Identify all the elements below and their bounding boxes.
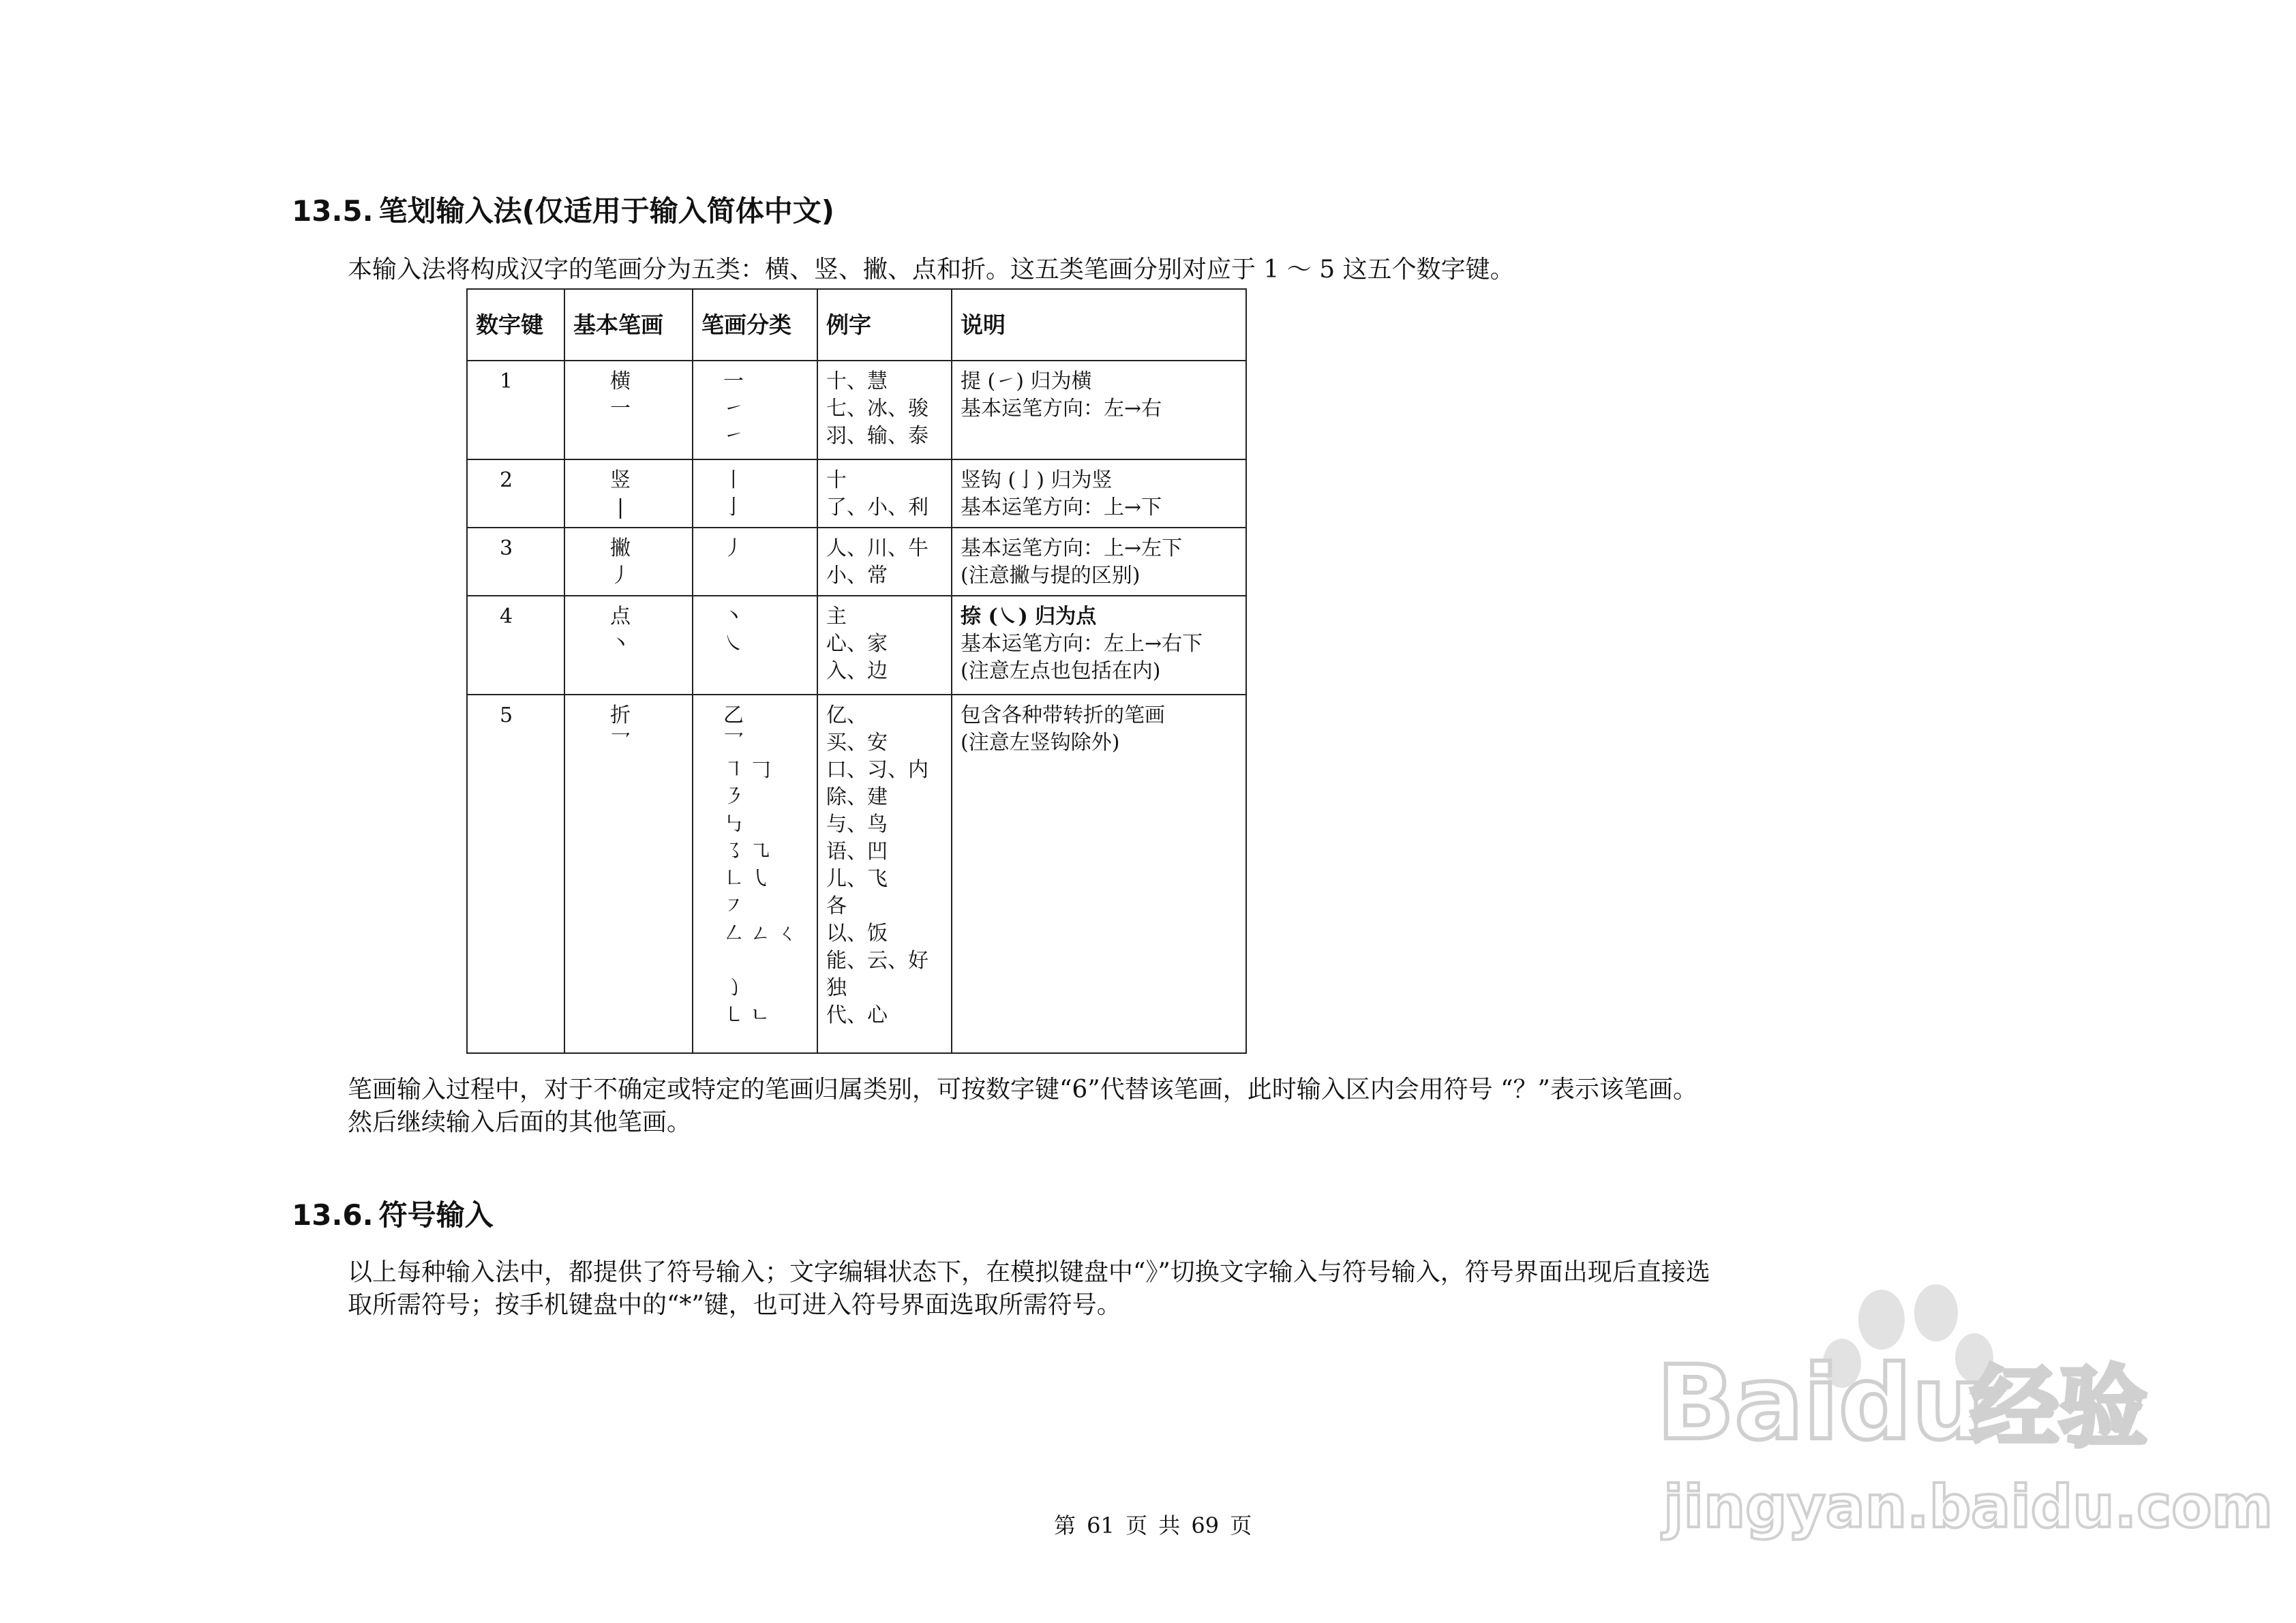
cell-examples-line: 了、小、利	[826, 496, 928, 519]
cell-examples-line: 小、常	[826, 564, 888, 588]
cell-examples-line: 能、云、好	[826, 949, 928, 973]
cell-key: 5	[467, 695, 564, 1053]
cell-examples-line: 人、川、牛	[826, 536, 928, 560]
cell-examples-line: 口、习、内	[826, 758, 928, 782]
page-footer: 第 61 页 共 69 页	[1054, 1513, 1252, 1538]
cell-stroke-category-line: 一	[723, 369, 744, 393]
cell-basic-stroke-line: 点	[610, 605, 631, 628]
cell-examples-line: 心、家	[826, 632, 888, 656]
cell-stroke-category-line: ㇜ ㄥ ㄑ	[723, 922, 798, 945]
cell-basic-stroke	[564, 695, 693, 1053]
cell-notes-line: 提 (㇀) 归为横	[961, 369, 1092, 393]
table-row	[467, 459, 1246, 528]
cell-notes	[952, 459, 1246, 528]
cell-examples-line: 十、慧	[826, 369, 888, 393]
cell-stroke-category-line: ㇕ 𠃌	[723, 758, 771, 782]
cell-examples	[817, 459, 952, 528]
baidu-jingyan-watermark	[1650, 1281, 2273, 1568]
cell-stroke-category-line: ㇇	[723, 894, 744, 918]
section-13-5-number: 13.5.	[292, 194, 374, 228]
header-notes: 说明	[952, 289, 1246, 361]
cell-basic-stroke-line: 横	[610, 369, 631, 393]
section-13-5-note-line-1: 笔画输入过程中，对于不确定或特定的笔画归属类别，可按数字键“6”代替该笔画，此时输入区内会用符号 “？”表示该笔画。	[348, 1076, 1697, 1104]
cell-stroke-category	[693, 596, 817, 695]
cell-basic-stroke	[564, 459, 693, 528]
cell-examples-line: 除、建	[826, 785, 888, 809]
cell-basic-stroke	[564, 361, 693, 459]
cell-examples	[817, 528, 952, 596]
cell-basic-stroke-line: 丶	[610, 632, 631, 656]
cell-examples-line: 代、心	[826, 1003, 888, 1027]
cell-stroke-category-line: 乛	[723, 731, 744, 755]
table-row	[467, 361, 1246, 459]
cell-examples-line: 与、鸟	[826, 813, 888, 836]
cell-basic-stroke-line: 竖	[610, 468, 631, 492]
cell-examples-line: 入、边	[826, 659, 888, 683]
cell-notes	[952, 695, 1246, 1053]
section-13-5-heading	[292, 194, 834, 228]
cell-stroke-category-line: 乙	[723, 703, 744, 727]
cell-key: 4	[467, 596, 564, 695]
cell-notes-line: (注意撇与提的区别)	[961, 564, 1141, 588]
cell-examples	[817, 596, 952, 695]
cell-basic-stroke	[564, 528, 693, 596]
cell-examples-line: 七、冰、骏	[826, 397, 928, 421]
cell-notes-line: (注意左竖钩除外)	[961, 731, 1120, 755]
cell-examples-line: 买、安	[826, 731, 888, 755]
cell-notes-line: 包含各种带转折的笔画	[961, 703, 1165, 727]
section-13-5-note-line-2: 然后继续输入后面的其他笔画。	[348, 1108, 692, 1136]
section-13-6-title: 符号输入	[378, 1198, 494, 1232]
cell-basic-stroke-line: 撇	[610, 536, 631, 560]
cell-stroke-category-line	[723, 947, 809, 975]
cell-notes-line: 捺 (㇏) 归为点	[961, 605, 1097, 628]
cell-notes	[952, 596, 1246, 695]
cell-notes	[952, 361, 1246, 459]
cell-basic-stroke-line: |	[616, 496, 624, 519]
cell-notes-line: 基本运笔方向：上→下	[961, 496, 1162, 519]
table-row	[467, 695, 1246, 1053]
cell-examples-line: 各	[826, 894, 847, 918]
cell-basic-stroke-line: 丿	[610, 564, 631, 588]
watermark-url: jingyan.baidu.com	[1663, 1473, 2273, 1541]
cell-stroke-category-line: 丨	[723, 468, 744, 492]
cell-examples-line: 儿、飞	[826, 867, 888, 891]
cell-stroke-category	[693, 528, 817, 596]
cell-examples-line: 亿、	[826, 703, 867, 727]
cell-notes-line: 基本运笔方向：左上→右下	[961, 632, 1203, 656]
cell-stroke-category-line: ㇁	[723, 976, 744, 1000]
section-13-5-title: 笔划输入法(仅适用于输入简体中文)	[378, 194, 834, 228]
cell-examples-line: 独	[826, 976, 847, 1000]
cell-stroke-category-line: ㇀	[723, 397, 744, 421]
section-13-6-line-2: 取所需符号；按手机键盘中的“*”键，也可进入符号界面选取所需符号。	[348, 1291, 1121, 1319]
table-row	[467, 528, 1246, 596]
cell-key: 2	[467, 459, 564, 528]
cell-key: 1	[467, 361, 564, 459]
cell-stroke-category-line: ㇌ ㇈	[723, 840, 771, 864]
cell-stroke-category-line: ㇋	[723, 785, 744, 809]
cell-basic-stroke-line: 一	[610, 397, 631, 421]
cell-stroke-category-line: ㇗ ㇂	[723, 867, 771, 891]
section-13-6-line-1: 以上每种输入法中，都提供了符号输入；文字编辑状态下，在模拟键盘中“》”切换文字输入与符号输入，符号界面出现后直接选	[348, 1258, 1710, 1286]
cell-examples-line: 以、饭	[826, 922, 888, 945]
watermark-brand-cn: 经验	[1970, 1356, 2148, 1459]
cell-stroke-category	[693, 361, 817, 459]
header-examples: 例字	[817, 289, 952, 361]
cell-basic-stroke	[564, 596, 693, 695]
header-basic-stroke: 基本笔画	[564, 289, 693, 361]
cell-stroke-category-line: 丶	[723, 605, 744, 628]
cell-stroke-category	[693, 695, 817, 1053]
table-row	[467, 596, 1246, 695]
section-13-5-intro: 本输入法将构成汉字的笔画分为五类：横、竖、撇、点和折。这五类笔画分别对应于 1 ～ 5 这五个数字键。	[348, 256, 1515, 284]
cell-stroke-category-line: ㇄ ㄴ	[723, 1003, 770, 1027]
cell-stroke-category-line: 丿	[723, 536, 744, 560]
cell-basic-stroke-line: 乛	[610, 731, 631, 755]
cell-examples	[817, 695, 952, 1053]
cell-stroke-category-line: ㇀	[723, 424, 744, 448]
cell-stroke-category-line: ㇉	[723, 813, 744, 836]
cell-examples-line: 羽、输、泰	[826, 424, 928, 448]
cell-examples-line: 主	[826, 605, 847, 628]
cell-examples	[817, 361, 952, 459]
section-13-6-heading	[292, 1198, 494, 1232]
cell-stroke-category	[693, 459, 817, 528]
watermark-brand: Baidu	[1657, 1344, 1985, 1463]
cell-stroke-category-line: 亅	[723, 496, 744, 519]
cell-notes-line: 基本运笔方向：上→左下	[961, 536, 1183, 560]
table-header-row	[467, 289, 1246, 361]
cell-notes-line: 竖钩 (亅) 归为竖	[961, 468, 1113, 492]
cell-examples-line: 十	[826, 468, 847, 492]
cell-examples-line: 语、凹	[826, 840, 888, 864]
cell-stroke-category-line: ㇏	[723, 632, 744, 656]
header-stroke-category: 笔画分类	[693, 289, 817, 361]
stroke-category-table	[466, 288, 1247, 1054]
cell-notes-line: (注意左点也包括在内)	[961, 659, 1161, 683]
section-13-6-number: 13.6.	[292, 1198, 374, 1232]
cell-basic-stroke-line: 折	[610, 703, 631, 727]
cell-key: 3	[467, 528, 564, 596]
header-key: 数字键	[467, 289, 564, 361]
cell-notes	[952, 528, 1246, 596]
cell-notes-line: 基本运笔方向：左→右	[961, 397, 1162, 421]
